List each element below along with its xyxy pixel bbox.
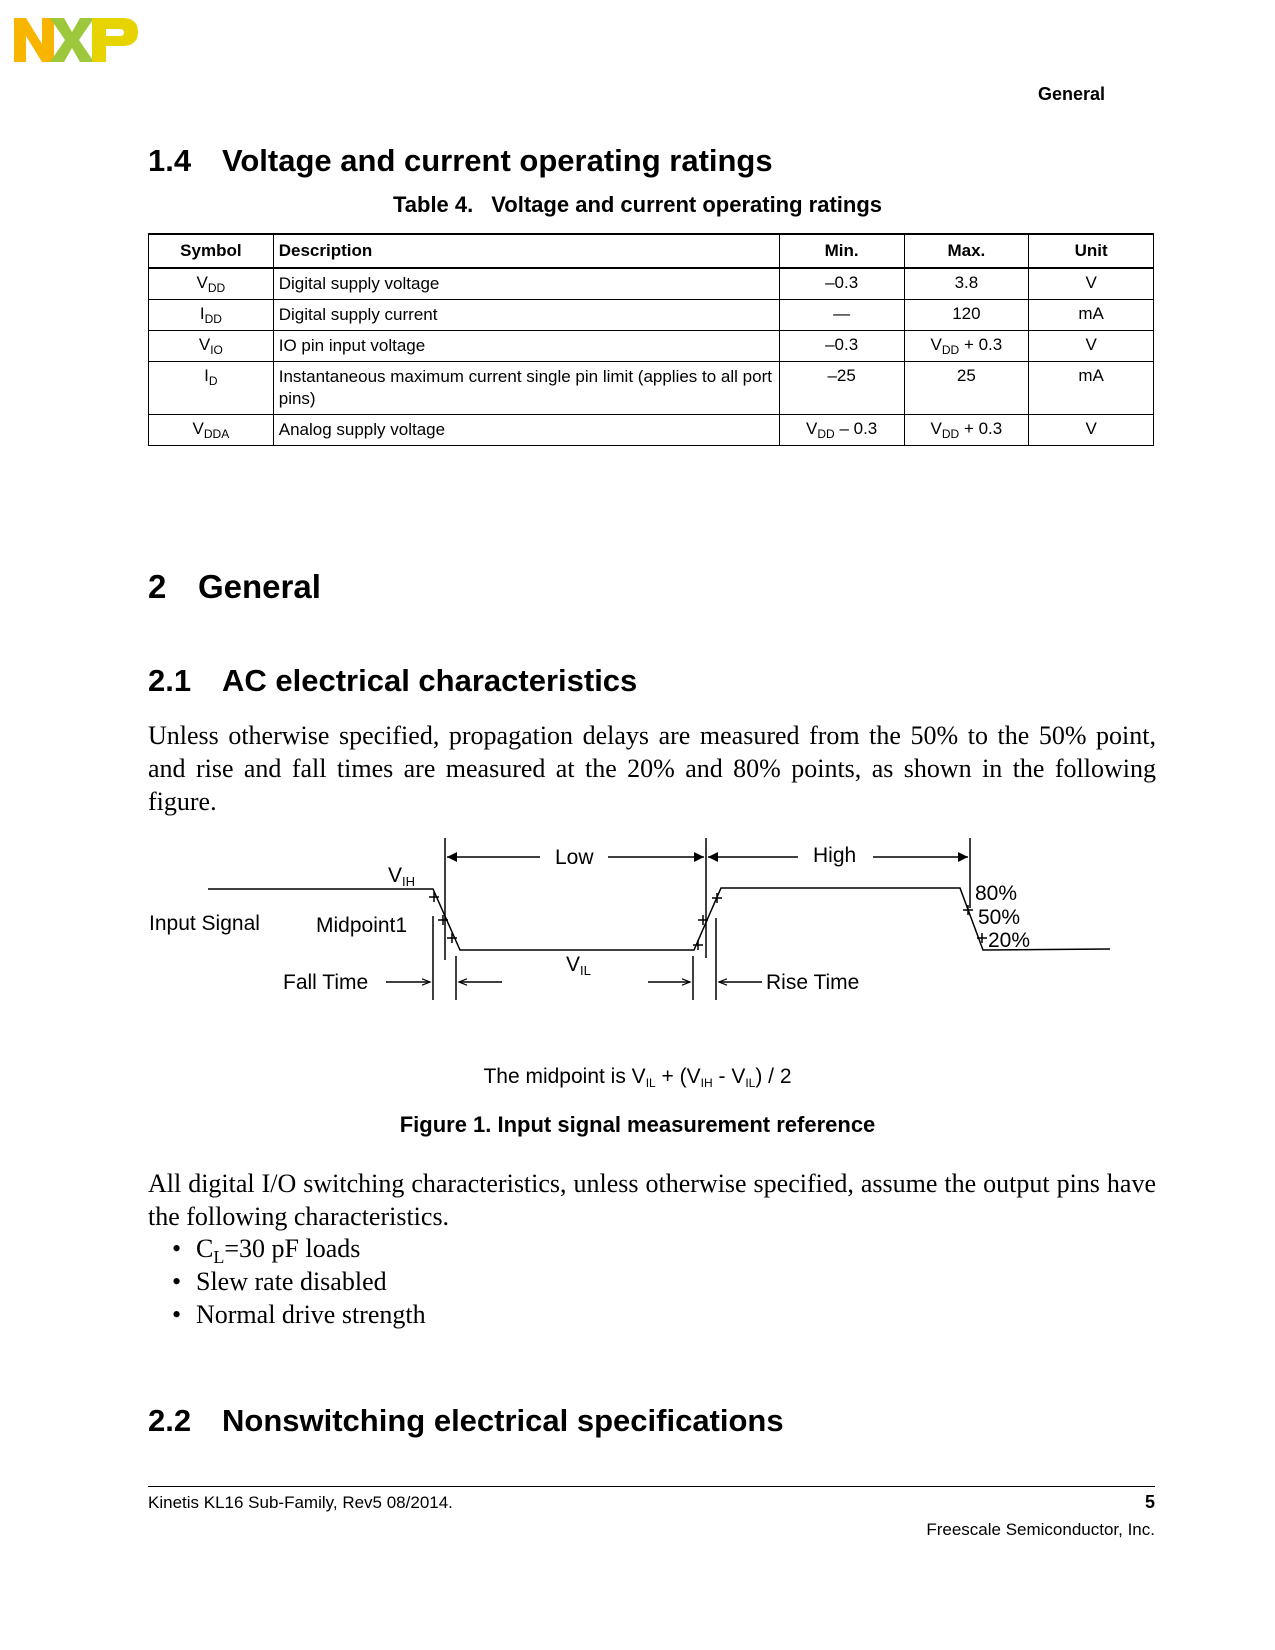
cell-unit: V	[1029, 331, 1154, 362]
cell-description: Analog supply voltage	[273, 415, 779, 446]
table-title: Voltage and current operating ratings	[491, 192, 883, 217]
cell-max: $V_{DD} + 0.3$	[904, 415, 1029, 446]
cell-max: 120	[904, 300, 1029, 331]
table-row	[149, 362, 1154, 415]
cell-min: –25	[779, 362, 904, 415]
nxp-logo	[14, 16, 138, 64]
section-heading-2-2	[148, 1403, 784, 1439]
cell-unit: V	[1029, 268, 1154, 300]
section-title: AC electrical characteristics	[222, 663, 638, 698]
cell-min: –0.3	[779, 331, 904, 362]
label-20-percent: 20%	[988, 929, 1031, 952]
cell-description: IO pin input voltage	[273, 331, 779, 362]
cell-unit: mA	[1029, 362, 1154, 415]
section-number: 2.2	[148, 1403, 192, 1438]
cell-min: —	[779, 300, 904, 331]
figure-midpoint-note: The midpoint is $V_{IL} + (V_{IH} - V_{IL}) / 2$	[483, 1065, 792, 1090]
body-paragraph: Unless otherwise specified, propagation delays are measured from the 50% to the 50% point, and rise and fall times are measured at the 20% and 80% points, as shown in the following figure.	[148, 721, 1156, 816]
cell-symbol: $I_{DD}$	[149, 300, 274, 331]
label-rise-time: Rise Time	[766, 971, 860, 994]
section-heading-2-1	[148, 663, 637, 699]
col-header-min: Min.	[779, 234, 904, 268]
cell-unit: mA	[1029, 300, 1154, 331]
figure-caption: Figure 1. Input signal measurement reference	[399, 1112, 876, 1137]
footer-rule	[148, 1486, 1155, 1487]
section-number: 1.4	[148, 143, 192, 178]
label-high: High	[813, 844, 857, 867]
section-title: Voltage and current operating ratings	[222, 143, 773, 178]
cell-min: –0.3	[779, 268, 904, 300]
table-caption	[0, 192, 1275, 218]
cell-min: $V_{DD} - 0.3$	[779, 415, 904, 446]
col-header-description: Description	[273, 234, 779, 268]
ratings-table	[148, 233, 1154, 446]
cell-description: Instantaneous maximum current single pin limit (applies to all port pins)	[273, 362, 779, 415]
section-title: General	[198, 568, 321, 605]
cell-symbol: $V_{DD}$	[149, 268, 274, 300]
body-paragraph: All digital I/O switching characteristics, unless otherwise specified, assume the output pins have the following characteristics.	[148, 1169, 1156, 1231]
list-item: • Normal drive strength	[172, 1300, 426, 1329]
section-number: 2.1	[148, 663, 192, 698]
characteristics-list	[172, 1232, 426, 1331]
cell-max: 25	[904, 362, 1029, 415]
input-signal-figure	[148, 838, 1158, 1048]
running-head: General	[1037, 84, 1105, 104]
label-vil: VIL	[566, 953, 591, 978]
label-low: Low	[555, 846, 594, 869]
section-title: Nonswitching electrical specifications	[222, 1403, 784, 1438]
label-vih: VIH	[388, 864, 416, 889]
cell-description: Digital supply voltage	[273, 268, 779, 300]
table-row	[149, 331, 1154, 362]
footer-company: Freescale Semiconductor, Inc.	[926, 1520, 1155, 1539]
label-50-percent: 50%	[978, 906, 1021, 929]
label-80-percent: 80%	[975, 882, 1018, 905]
col-header-unit: Unit	[1029, 234, 1154, 268]
page-number: 5	[1144, 1492, 1155, 1512]
section-heading-1-4	[148, 143, 773, 179]
cell-symbol: $I_D$	[149, 362, 274, 415]
label-input-signal: Input Signal	[149, 912, 260, 935]
section-number: 2	[148, 568, 167, 605]
table-row	[149, 300, 1154, 331]
table-number: Table 4.	[392, 192, 474, 217]
cell-unit: V	[1029, 415, 1154, 446]
col-header-symbol: Symbol	[149, 234, 274, 268]
section-heading-2	[148, 568, 321, 606]
cell-max: 3.8	[904, 268, 1029, 300]
label-midpoint1: Midpoint1	[316, 914, 408, 937]
cell-description: Digital supply current	[273, 300, 779, 331]
list-item: • $C_L=30$ pF loads	[172, 1234, 361, 1267]
cell-max: $V_{DD} + 0.3$	[904, 331, 1029, 362]
list-item: • Slew rate disabled	[172, 1267, 387, 1296]
label-fall-time: Fall Time	[283, 971, 369, 994]
table-row	[149, 415, 1154, 446]
table-header-row	[149, 234, 1154, 268]
cell-symbol: $V_{IO}$	[149, 331, 274, 362]
col-header-max: Max.	[904, 234, 1029, 268]
table-row	[149, 268, 1154, 300]
footer-document-title: Kinetis KL16 Sub-Family, Rev5 08/2014.	[148, 1493, 453, 1512]
cell-symbol: $V_{DDA}$	[149, 415, 274, 446]
